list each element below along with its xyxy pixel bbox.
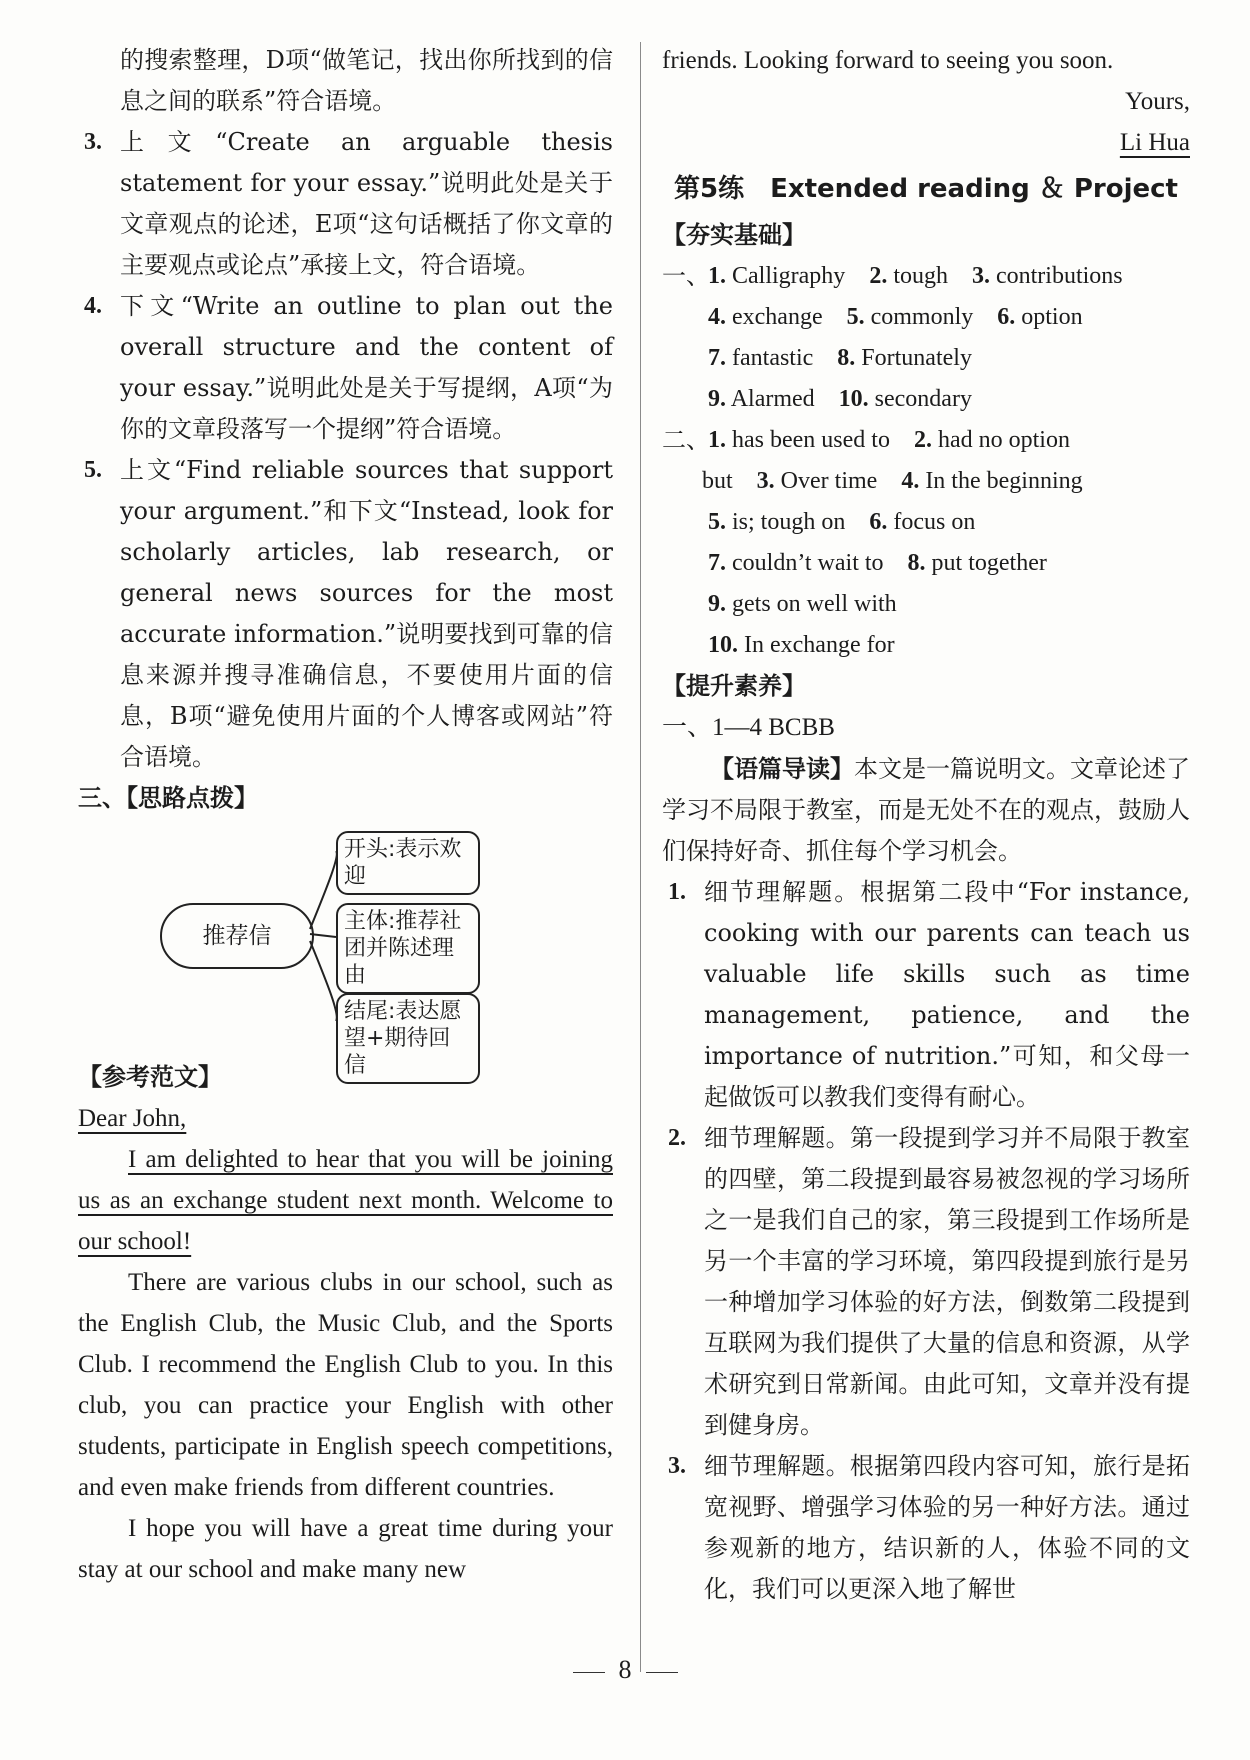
sample-heading: 【参考范文】 [78,1063,222,1091]
item-number: 4. [84,293,102,319]
answer-row: 1. Calligraphy 2. tough 3. contributions [708,263,1123,289]
item-number: 3. [84,129,102,155]
page-number-dash-left [573,1672,605,1673]
mind-map-root: 推荐信 [160,903,314,969]
explanation-item-3 [78,122,613,286]
answer-row: 9. gets on well with [708,591,897,617]
right-column [662,40,1190,1610]
letter-paragraph-2: There are various clubs in our school, such as the English Club, the Music Club, and the Sports Club. I recommend the English Club to you. In this club, you can practice your English with other students, participate in English speech competitions, and even make friends from different countries. [78,1269,613,1501]
left-column [78,40,613,1590]
continued-explanation: 的搜索整理，D项“做笔记，找出你所找到的信息之间的联系”符合语境。 [120,46,613,115]
letter-signature: Li Hua [1119,129,1190,156]
item-text: 上文“Find reliable sources that support your argument.”和下文“Instead, look for scholarly articles, lab research, or general news sources for the most accurate information.”说明要找到可靠的信息来源并搜寻准确信息，不要使用片面的信息，B项“避免使用片面的个人博客或网站”符合语境。 [120,456,613,771]
part2-label: 二、 [662,426,710,454]
item-text: 细节理解题。根据第四段内容可知，旅行是拓宽视野、增强学习体验的另一种好方法。通过参观新的地方，结识新的人，体验不同的文化，我们可以更深入地了解世 [704,1452,1190,1603]
explanation-item-4 [78,286,613,450]
answer-row: 10. In exchange for [708,632,895,658]
answer-row: 5. is; tough on 6. focus on [708,509,976,535]
connector-top [310,851,337,929]
improve-heading: 【提升素养】 [662,672,806,700]
letter-salutation: Dear John, [78,1105,187,1132]
answer-row: 4. exchange 5. commonly 6. option [708,304,1083,330]
branch-opening: 开头:表示欢迎 [336,831,480,895]
page-number-dash-right [646,1672,678,1673]
explanation-item-3 [662,1446,1190,1610]
explanation-item-2 [662,1118,1190,1446]
answer-row: but 3. Over time 4. In the beginning [702,468,1083,494]
branch-body: 主体:推荐社团并陈述理由 [336,903,480,994]
letter-closing: Yours, [1125,88,1190,115]
passage-guide [662,748,1190,872]
answer-row: 7. couldn’t wait to 8. put together [708,550,1047,576]
answer-row: 7. fantastic 8. Fortunately [708,345,972,371]
letter-paragraph-1: I am delighted to hear that you will be joining us as an exchange student next month. Welcome to our school! [78,1146,613,1255]
guide-label: 【语篇导读】 [710,754,854,783]
item-text: 细节理解题。第一段提到学习并不局限于教室的四壁，第二段提到最容易被忽视的学习场所之一是我们自己的家，第三段提到工作场所是另一个丰富的学习环境，第四段提到旅行是另一种增加学习体验的好方法，倒数第二段提到互联网为我们提供了大量的信息和资源，从学术研究到日常新闻。由此可知，文章并没有提到健身房。 [704,1124,1190,1439]
part2-answers [662,420,1190,666]
explanation-item-5 [78,450,613,778]
explanation-item-1 [662,872,1190,1118]
section5-title: 第5练 Extended reading ＆ Project [674,174,1178,204]
item-number: 3. [668,1453,686,1479]
answers-line: 一、1—4 BCBB [662,714,835,741]
answer-row: 9. Alarmed 10. secondary [708,386,972,412]
section3-heading: 三、【思路点拨】 [78,784,258,812]
branch-ending: 结尾:表达愿望+期待回信 [336,993,480,1084]
item-text: 上文“Create an arguable thesis statement for your essay.”说明此处是关于文章观点的论述，E项“这句话概括了你文章的主要观点或论点”承接上文，符合语境。 [120,128,613,279]
page-number-value: 8 [618,1655,632,1684]
guide-text: 本文是一篇说明文。文章论述了学习不局限于教室，而是无处不在的观点，鼓励人们保持好奇、抓住每个学习机会。 [662,755,1190,865]
item-number: 2. [668,1125,686,1151]
item-number: 5. [84,457,102,483]
part1-answers [662,256,1190,420]
connector-bottom [310,941,337,1021]
column-divider [640,42,641,1672]
answer-row: 1. has been used to 2. had no option [708,427,1070,453]
item-text: 细节理解题。根据第二段中“For instance, cooking with our parents can teach us valuable life skills such as time management, patience, and the importance of nutrition.”可知，和父母一起做饭可以教我们变得有耐心。 [704,878,1190,1111]
basics-heading: 【夯实基础】 [662,221,806,249]
item-text: 下文“Write an outline to plan out the overall structure and the content of your essay.”说明此处是关于写提纲，A项“为你的文章段落写一个提纲”符合语境。 [120,292,613,443]
page-number [0,1655,1250,1685]
letter-ending: friends. Looking forward to seeing you soon. [662,47,1114,74]
part1-label: 一、 [662,262,710,290]
item-number: 1. [668,879,686,905]
letter-paragraph-3: I hope you will have a great time during your stay at our school and make many new [78,1515,613,1583]
